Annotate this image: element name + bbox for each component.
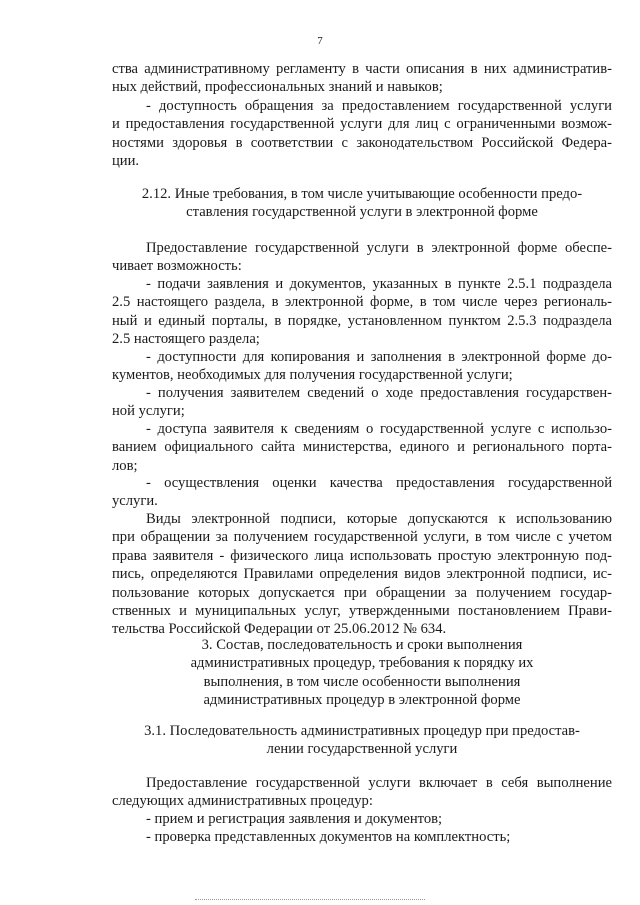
heading-line: лении государственной услуги [266,741,458,758]
text-line: - доступности для копирования и заполнения в электронной форме до- [146,349,612,365]
text-line: при обращении за получением государственной услуги, в том числе с учетом [112,529,612,546]
text-line: кументов, необходимых для получения государственной услуги; [112,367,513,384]
text-line: чивает возможность: [112,258,242,275]
text-line: ных действий, профессиональных знаний и навыков; [112,79,443,96]
text-line: лов; [112,457,138,474]
text-line: - доступа заявителя к сведениям о государственной услуге с использо- [146,421,612,437]
list-item-submission [112,275,612,349]
heading-line: 2.12. Иные требования, в том числе учитывающие особенности предо- [141,186,583,202]
heading-line: 3. Состав, последовательность и сроки выполнения [201,637,523,653]
section-heading-3-1 [112,722,612,759]
text-line: Виды электронной подписи, которые допускаются к использованию [146,511,612,527]
text-line: - получения заявителем сведений о ходе предоставления государствен- [146,385,612,401]
paragraph-electronic-form [112,239,612,276]
text-line: ванием официального сайта министерства, единого и регионального порта- [112,439,612,456]
procedure-list [112,810,612,847]
text-line: следующих административных процедур: [112,793,373,810]
text-line: ностями здоровья в соответствии с законодательством Российской Федера- [112,134,612,151]
heading-line: административных процедур, требования к порядку их [190,655,534,672]
text-line: услуги. [112,493,158,510]
list-item: - прием и регистрация заявления и документов; [146,811,443,827]
text-line: ственных и муниципальных услуг, утвержденными постановлением Прави- [112,603,612,620]
section-heading-3 [112,636,612,710]
text-line: права заявителя - физического лица использовать простую электронную под- [112,547,612,564]
list-item-copying [112,348,612,385]
section-heading-2-12 [112,185,612,222]
list-item-website-access [112,420,612,475]
heading-line: ставления государственной услуги в электронной форме [186,204,538,221]
list-item-quality-assessment [112,474,612,511]
paragraph-accessibility [112,97,612,171]
text-line: пользование которых допускается при обращении за получением государ- [112,584,612,601]
text-line: ной услуги; [112,403,185,420]
text-line: и предоставления государственной услуги для лиц с ограниченными возмож- [112,116,612,133]
list-item-status-info [112,384,612,421]
text-line: ции. [112,153,140,170]
text-line: тельства Российской Федерации от 25.06.2012 № 634. [112,621,447,638]
paragraph-procedures [112,774,612,811]
paragraph-continuation [112,60,612,97]
text-line: 2.5 настоящего раздела, в электронной форме, в том числе через региональ- [112,294,612,311]
heading-line: выполнения, в том числе особенности выполнения [203,673,521,690]
text-line: ства административному регламенту в части описания в них административ- [112,61,612,77]
text-line: - подачи заявления и документов, указанных в пункте 2.5.1 подраздела [146,276,612,292]
footer-rule [195,899,425,900]
text-line: Предоставление государственной услуги включает в себя выполнение [146,775,612,791]
paragraph-electronic-signature [112,510,612,639]
text-line: Предоставление государственной услуги в электронной форме обеспе- [146,240,612,256]
text-line: - осуществления оценки качества предоставления государственной [146,475,612,491]
text-line: - доступность обращения за предоставлением государственной услуги [146,98,612,114]
text-line: пись, определяются Правилами определения видов электронной подписи, ис- [112,566,612,583]
page-number: 7 [317,35,323,47]
heading-line: административных процедур в электронной форме [203,692,521,709]
heading-line: 3.1. Последовательность административных процедур при предостав- [144,723,580,739]
list-item: - проверка представленных документов на комплектность; [146,829,511,846]
text-line: 2.5 настоящего раздела; [112,331,260,348]
text-line: ный и единый порталы, в порядке, установленном пунктом 2.5.3 подраздела [112,312,612,329]
